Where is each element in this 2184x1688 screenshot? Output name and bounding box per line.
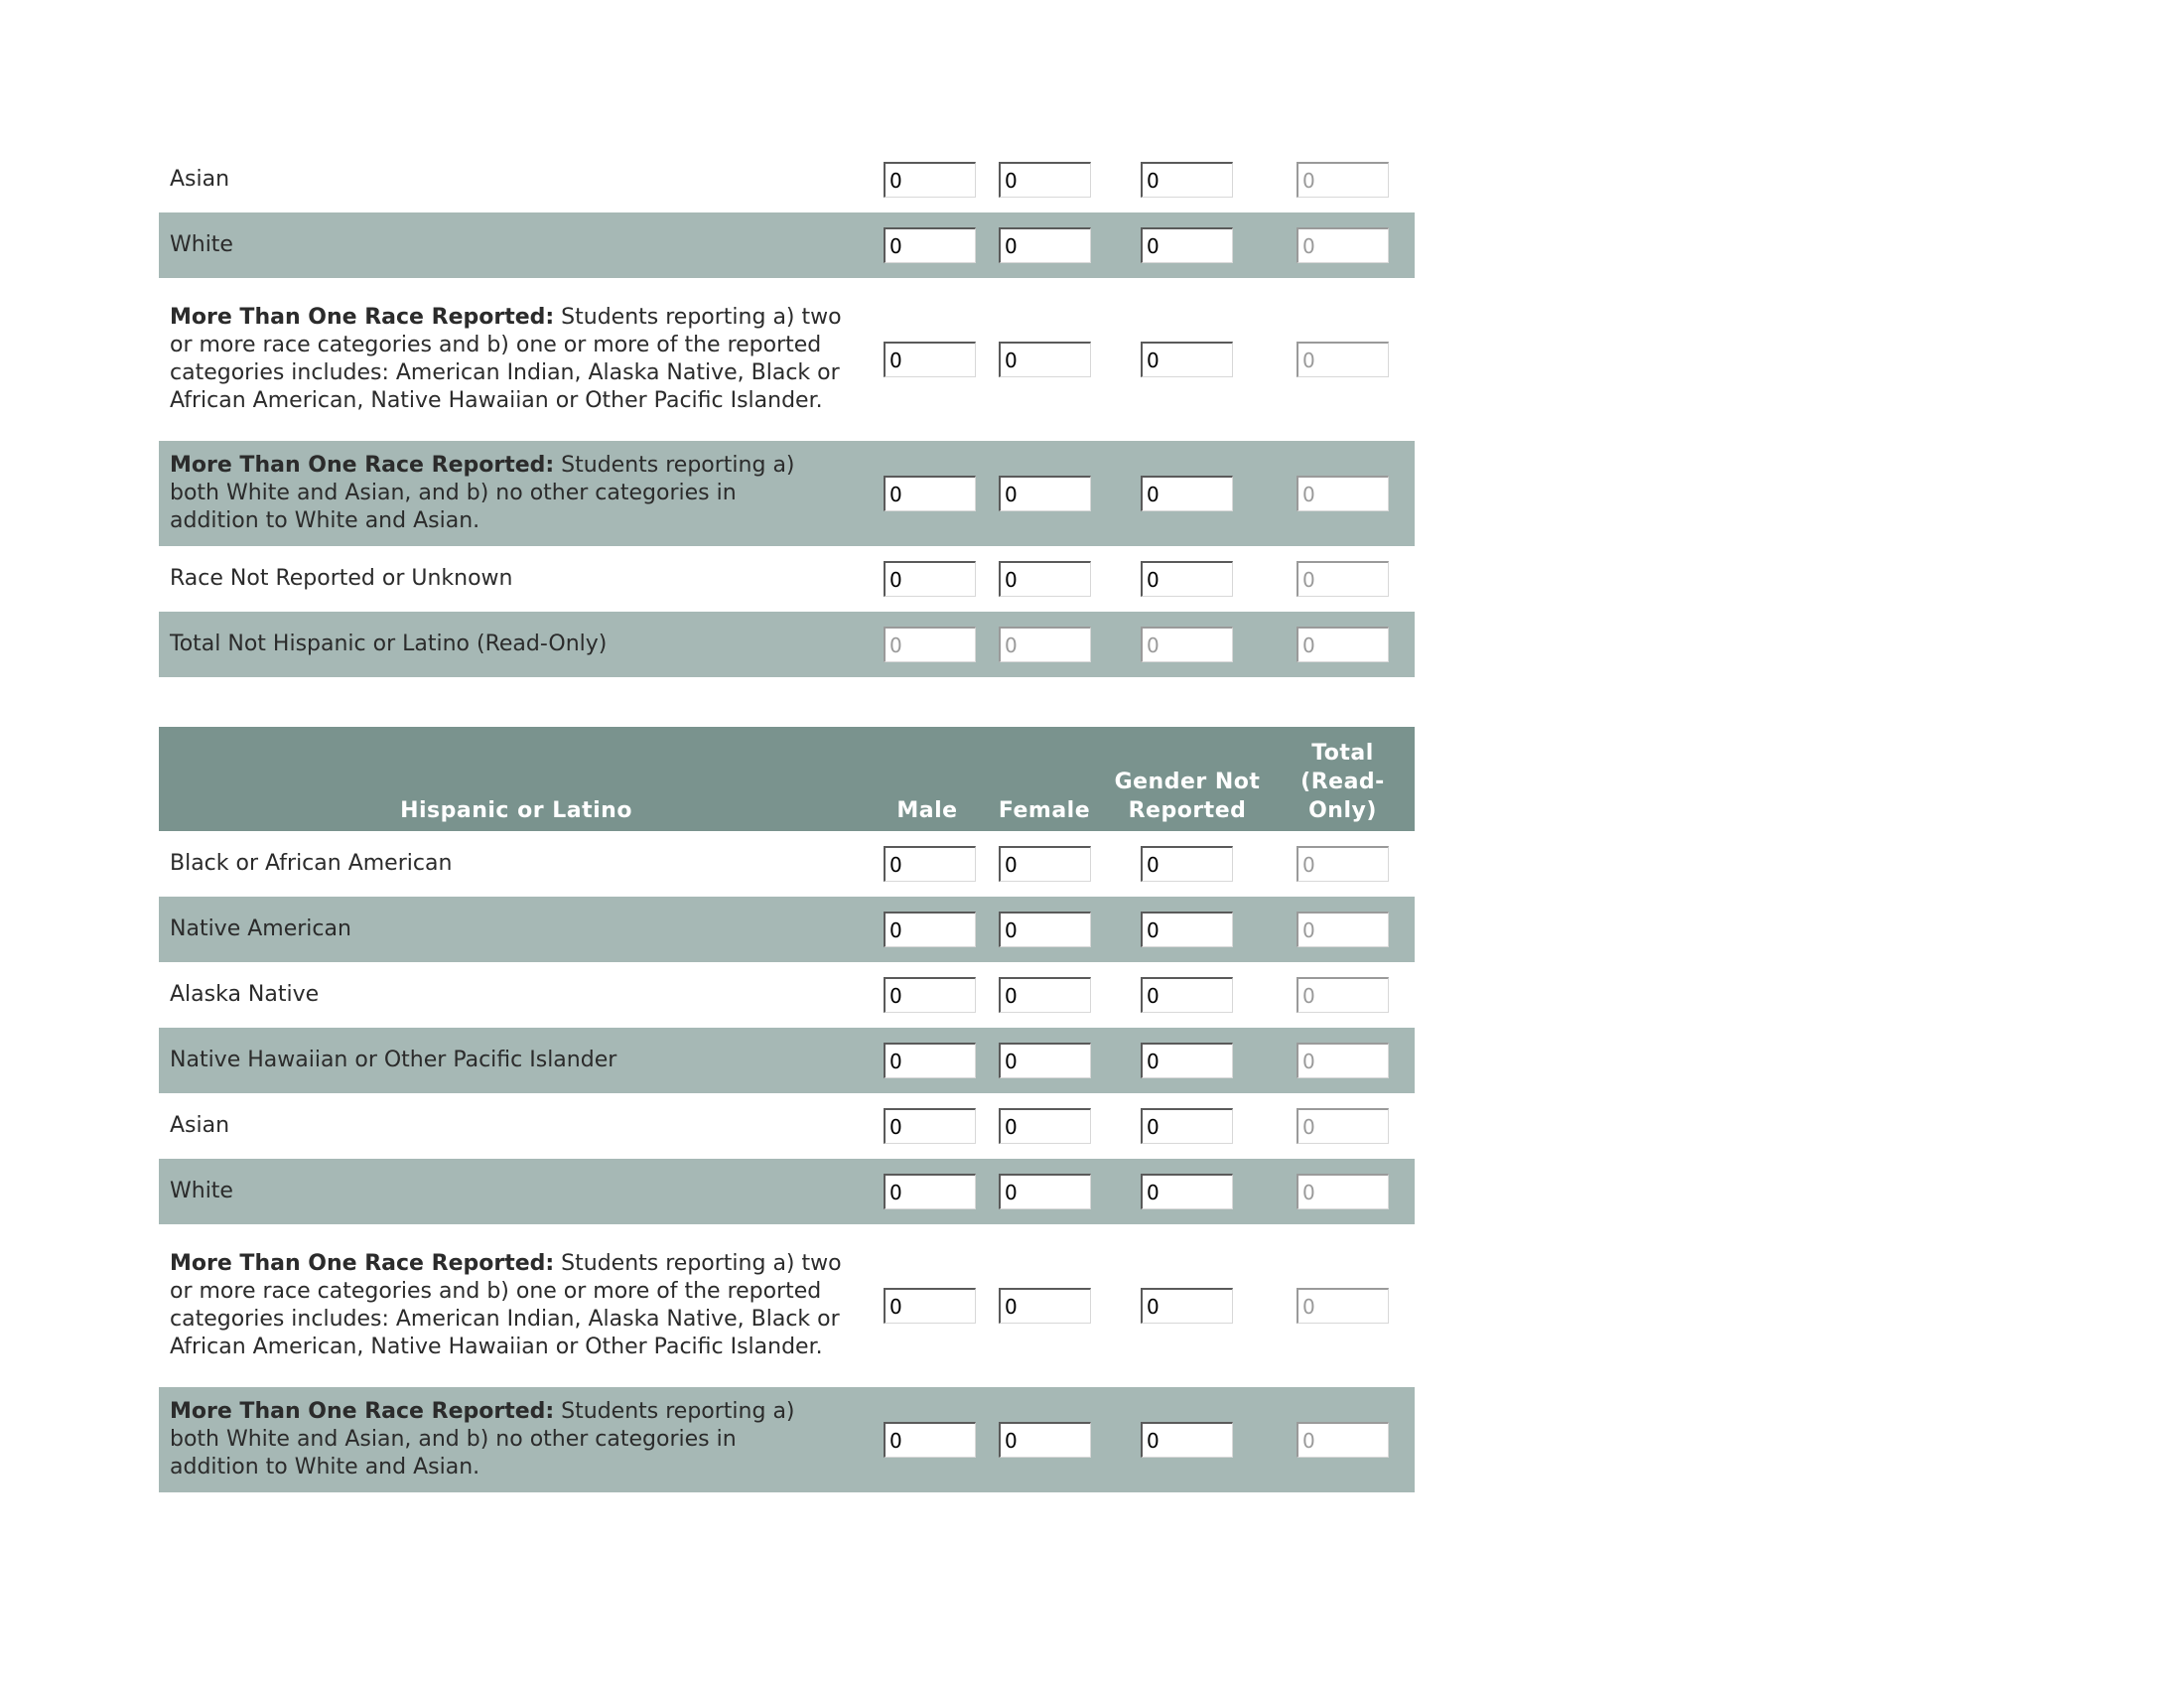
total-input [1297, 342, 1389, 377]
gender-not-reported-input [1141, 627, 1233, 662]
table-row [159, 1093, 1415, 1159]
total-input [1297, 977, 1389, 1013]
header-male: Male [896, 798, 958, 823]
row-label [170, 1047, 865, 1074]
row-label-text: Alaska Native [170, 982, 320, 1007]
row-label-text: Students reporting a) two or more race categories and b) one or more of the reported categories includes: American Indian, Alaska Native, Black or African American, Native Hawaiian or Other Pacific Islander. [170, 305, 842, 413]
row-label-text: Black or African American [170, 851, 453, 876]
male-input[interactable] [884, 1422, 976, 1458]
table-row [159, 278, 1415, 441]
male-input[interactable] [884, 846, 976, 882]
male-input[interactable] [884, 1043, 976, 1078]
row-label [170, 304, 865, 415]
row-label-text: Students reporting a) two or more race categories and b) one or more of the reported categories includes: American Indian, Alaska Native, Black or African American, Native Hawaiian or Other Pacific Islander. [170, 1251, 842, 1359]
male-input[interactable] [884, 476, 976, 511]
total-input [1297, 1174, 1389, 1209]
female-input[interactable] [999, 162, 1091, 198]
table-row [159, 1028, 1415, 1093]
total-input [1297, 1108, 1389, 1144]
gender-not-reported-input[interactable] [1141, 912, 1233, 947]
gender-not-reported-input[interactable] [1141, 1288, 1233, 1324]
row-label-text: Native American [170, 916, 351, 941]
row-label [170, 1398, 815, 1481]
gender-not-reported-input[interactable] [1141, 342, 1233, 377]
total-input [1297, 1422, 1389, 1458]
row-label-bold: More Than One Race Reported: [170, 453, 555, 478]
row-label-text: Asian [170, 1113, 230, 1138]
gender-not-reported-input[interactable] [1141, 1108, 1233, 1144]
row-label-text: White [170, 232, 233, 257]
total-input [1297, 476, 1389, 511]
gender-not-reported-input[interactable] [1141, 227, 1233, 263]
header-total-read-only: Total (Read-Only) [1300, 741, 1385, 823]
row-label [170, 1250, 865, 1361]
gender-not-reported-input[interactable] [1141, 977, 1233, 1013]
female-input[interactable] [999, 342, 1091, 377]
total-input [1297, 912, 1389, 947]
row-label [170, 452, 815, 535]
row-label [170, 166, 865, 194]
table-row [159, 831, 1415, 897]
female-input [999, 627, 1091, 662]
table-row [159, 1387, 1415, 1492]
female-input[interactable] [999, 1288, 1091, 1324]
table-row [159, 897, 1415, 962]
male-input[interactable] [884, 1174, 976, 1209]
gender-not-reported-input[interactable] [1141, 1043, 1233, 1078]
male-input[interactable] [884, 162, 976, 198]
female-input[interactable] [999, 846, 1091, 882]
table-row [159, 1159, 1415, 1224]
table-row [159, 212, 1415, 278]
header-female: Female [998, 798, 1091, 823]
gender-not-reported-input[interactable] [1141, 476, 1233, 511]
male-input[interactable] [884, 977, 976, 1013]
not-hispanic-table [159, 147, 1415, 677]
row-label-bold: More Than One Race Reported: [170, 1399, 555, 1424]
row-label [170, 915, 865, 943]
female-input[interactable] [999, 1174, 1091, 1209]
row-label-text: Race Not Reported or Unknown [170, 566, 513, 591]
gender-not-reported-input[interactable] [1141, 162, 1233, 198]
table-row [159, 147, 1415, 212]
female-input[interactable] [999, 561, 1091, 597]
female-input[interactable] [999, 227, 1091, 263]
row-label-text: Students reporting a) both White and Asian, and b) no other categories in addition to White and Asian. [170, 1399, 795, 1479]
row-label [170, 981, 865, 1009]
table-row [159, 962, 1415, 1028]
total-input [1297, 162, 1389, 198]
total-input [1297, 227, 1389, 263]
total-input [1297, 846, 1389, 882]
male-input[interactable] [884, 342, 976, 377]
row-label-text: Students reporting a) both White and Asian, and b) no other categories in addition to White and Asian. [170, 453, 795, 533]
row-label [170, 231, 865, 259]
gender-not-reported-input[interactable] [1141, 1174, 1233, 1209]
row-label [170, 850, 865, 878]
row-label [170, 631, 865, 658]
male-input[interactable] [884, 227, 976, 263]
female-input[interactable] [999, 1108, 1091, 1144]
female-input[interactable] [999, 1043, 1091, 1078]
table-header [159, 727, 1415, 831]
row-label [170, 1178, 865, 1205]
row-label [170, 565, 865, 593]
row-label [170, 1112, 865, 1140]
male-input [884, 627, 976, 662]
female-input[interactable] [999, 1422, 1091, 1458]
header-hispanic-or-latino: Hispanic or Latino [400, 798, 632, 823]
total-input [1297, 1043, 1389, 1078]
table-row [159, 1224, 1415, 1387]
gender-not-reported-input[interactable] [1141, 1422, 1233, 1458]
male-input[interactable] [884, 1108, 976, 1144]
female-input[interactable] [999, 912, 1091, 947]
male-input[interactable] [884, 912, 976, 947]
male-input[interactable] [884, 561, 976, 597]
row-label-bold: More Than One Race Reported: [170, 1251, 555, 1276]
gender-not-reported-input[interactable] [1141, 561, 1233, 597]
row-label-text: Total Not Hispanic or Latino (Read-Only) [170, 632, 608, 656]
female-input[interactable] [999, 977, 1091, 1013]
row-label-text: Native Hawaiian or Other Pacific Islander [170, 1048, 617, 1072]
header-gender-not-reported: Gender Not Reported [1114, 770, 1261, 823]
row-label-text: Asian [170, 167, 230, 192]
gender-not-reported-input[interactable] [1141, 846, 1233, 882]
female-input[interactable] [999, 476, 1091, 511]
table-row [159, 441, 1415, 546]
table-row [159, 546, 1415, 612]
total-input [1297, 561, 1389, 597]
male-input[interactable] [884, 1288, 976, 1324]
total-input [1297, 1288, 1389, 1324]
total-input [1297, 627, 1389, 662]
row-label-bold: More Than One Race Reported: [170, 305, 555, 330]
table-row [159, 612, 1415, 677]
row-label-text: White [170, 1179, 233, 1203]
hispanic-table [159, 727, 1415, 1492]
